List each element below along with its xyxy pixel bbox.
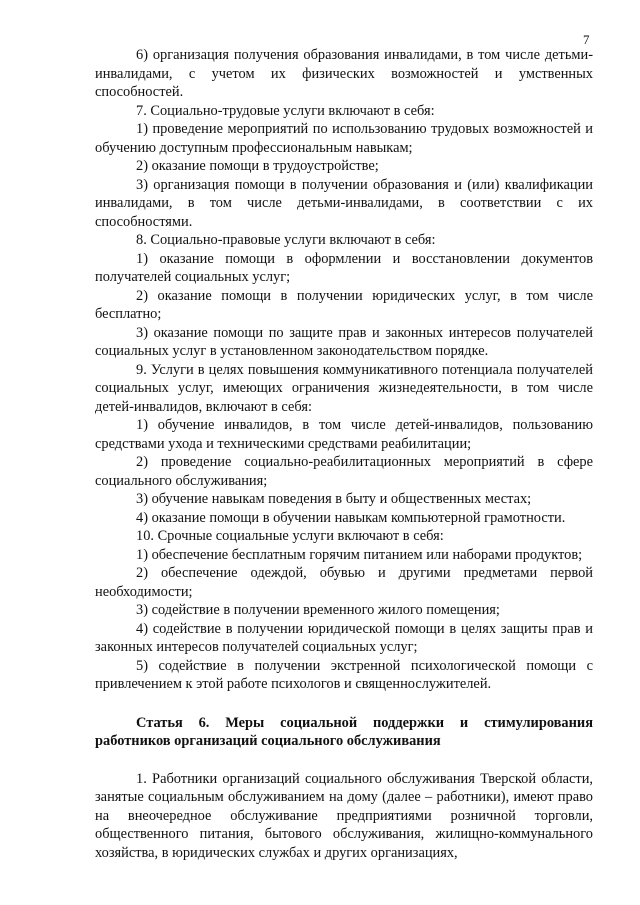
paragraph: 2) оказание помощи в трудоустройстве; [136,158,379,174]
paragraph: 3) обучение навыкам поведения в быту и общественных местах; [136,491,532,507]
paragraph: 8. Социально-правовые услуги включают в себя: [136,232,436,248]
paragraph: 7. Социально-трудовые услуги включают в себя: [136,102,435,119]
paragraph: 1) оказание помощи в оформлении и восстановлении документов получателей социальных услуг; [95,250,593,285]
paragraph: 9. Услуги в целях повышения коммуникативного потенциала получателей социальных услуг, имеющих ограничения жизнедеятельности, в том числе детей-инвалидов, включают в себя: [95,361,593,415]
article-heading: Статья 6. Меры социальной поддержки и стимулирования работников организаций социального обслуживания [95,714,593,749]
paragraph: 2) обеспечение одеждой, обувью и другими предметами первой необходимости; [95,565,593,600]
paragraph: 6) организация получения образования инвалидами, в том числе детьми-инвалидами, с учетом их физических возможностей и умственных способностей. [95,47,593,100]
paragraph: 4) оказание помощи в обучении навыкам компьютерной грамотности. [136,509,566,526]
paragraph: 10. Срочные социальные услуги включают в себя: [136,528,444,544]
paragraph: 1) обучение инвалидов, в том числе детей-инвалидов, пользованию средствами ухода и техническими средствами реабилитации; [95,417,593,452]
page-number: 7 [583,32,590,47]
paragraph: 2) проведение социально-реабилитационных мероприятий в сфере социального обслуживания; [95,454,593,489]
paragraph: 1) обеспечение бесплатным горячим питанием или наборами продуктов; [136,546,583,563]
paragraph: 1. Работники организаций социального обслуживания Тверской области, занятые социальным обслуживанием на дому (далее – работники), имеют право на внеочередное обслуживание предприятиями розничной торговли, общественного питания, бытового обслуживания, жилищно-коммунального хозяйства, в юридических службах и других организациях, [95,770,593,861]
paragraph: 2) оказание помощи в получении юридических услуг, в том числе бесплатно; [95,287,593,322]
spacer [95,694,593,714]
paragraph: 5) содействие в получении экстренной психологической помощи с привлечением к этой работе психологов и священнослужителей. [95,657,593,692]
document-body [95,46,593,862]
paragraph: 3) организация помощи в получении образования и (или) квалификации инвалидами, в том числе детьми-инвалидами, в соответствии с их способностями. [95,176,593,230]
paragraph: 3) содействие в получении временного жилого помещения; [136,602,500,618]
paragraph: 4) содействие в получении юридической помощи в целях защиты прав и законных интересов получателей социальных услуг; [95,620,593,655]
paragraph: 1) проведение мероприятий по использованию трудовых возможностей и обучению доступным профессиональным навыкам; [95,121,593,156]
spacer [95,751,593,770]
paragraph: 3) оказание помощи по защите прав и законных интересов получателей социальных услуг в установленном законодательством порядке. [95,324,593,359]
